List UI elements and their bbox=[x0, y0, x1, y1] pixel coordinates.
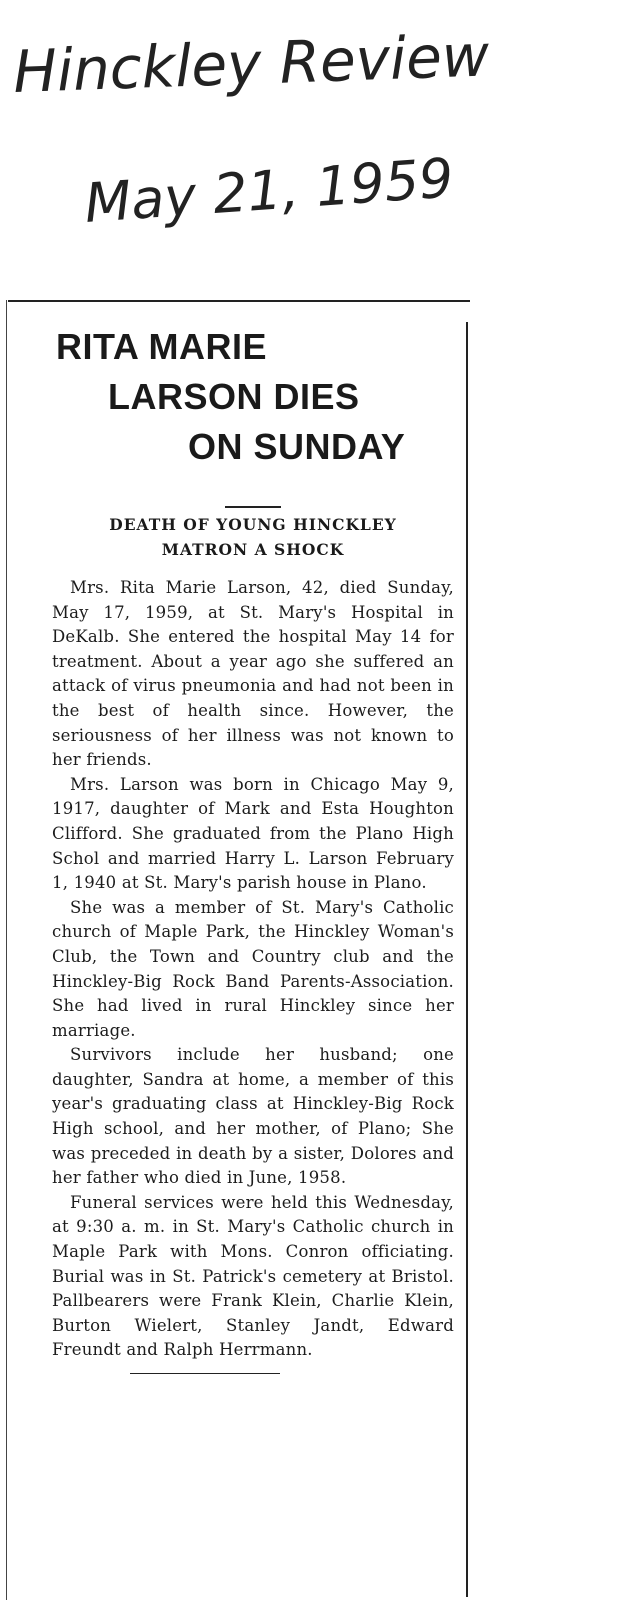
handwritten-date: May 21, 1959 bbox=[82, 146, 456, 235]
paragraph: Survivors include her husband; one daughter, Sandra at home, a member of this year's graduating class at Hinckley-Big Rock High school, and her mother, of Plano; She was preceded in death by a sister, Dolores and her father who died in June, 1958. bbox=[52, 1045, 454, 1188]
column-top-rule bbox=[8, 300, 470, 302]
headline-line-3: ON SUNDAY bbox=[188, 426, 406, 467]
headline-line-1: RITA MARIE bbox=[56, 326, 267, 367]
article-body bbox=[52, 576, 454, 1363]
subhead-line-2: MATRON A SHOCK bbox=[161, 540, 345, 559]
paragraph: Mrs. Larson was born in Chicago May 9, 1917, daughter of Mark and Esta Houghton Clifford. She graduated from the Plano High Schol and married Harry L. Larson February 1, 1940 at St. Mary's parish house in Plano. bbox=[52, 774, 454, 893]
column-right-rule bbox=[466, 322, 468, 1597]
handwritten-publication: Hinckley Review bbox=[12, 21, 491, 106]
paragraph: She was a member of St. Mary's Catholic church of Maple Park, the Hinckley Woman's Club, the Town and Country club and the Hinckley-Big Rock Band Parents-Association. She had lived in rural Hinckley since her marriage. bbox=[52, 897, 454, 1040]
headline bbox=[52, 322, 454, 472]
column-left-rule bbox=[6, 300, 7, 1600]
subheadline bbox=[52, 512, 454, 562]
paragraph: Mrs. Rita Marie Larson, 42, died Sunday, May 17, 1959, at St. Mary's Hospital in DeKalb. She entered the hospital May 14 for treatment. About a year ago she suffered an attack of virus pneumonia and had not been in the best of health since. However, the seriousness of her illness was not known to her friends. bbox=[52, 578, 454, 770]
newspaper-clipping bbox=[52, 322, 454, 1374]
headline-line-2: LARSON DIES bbox=[108, 376, 360, 417]
handwritten-annotation bbox=[0, 0, 628, 260]
paragraph: Funeral services were held this Wednesday, at 9:30 a. m. in St. Mary's Catholic church in Maple Park with Mons. Conron officiating. Burial was in St. Patrick's cemetery at Bristol. Pallbearers were Frank Klein, Charlie Klein, Burton Wielert, Stanley Jandt, Edward Freundt and Ralph Herrmann. bbox=[52, 1192, 454, 1360]
headline-divider bbox=[225, 506, 281, 508]
subhead-line-1: DEATH OF YOUNG HINCKLEY bbox=[109, 515, 397, 534]
article-end-rule bbox=[130, 1373, 280, 1374]
